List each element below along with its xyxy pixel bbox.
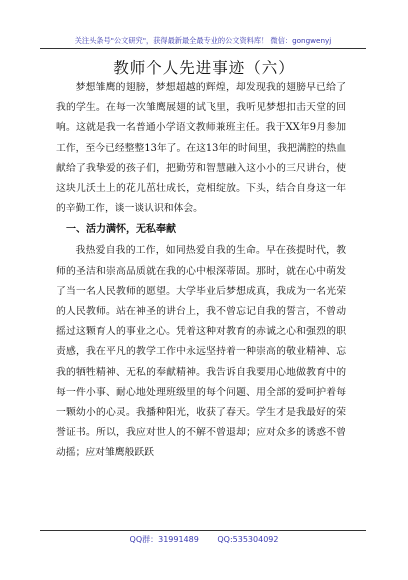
document-body — [56, 78, 346, 464]
document-title: 教师个人先进事迹（六） — [113, 59, 295, 77]
page-footer — [0, 534, 408, 545]
header-divider — [40, 48, 366, 49]
footer-qq-group: QQ群：31991489 — [129, 535, 199, 544]
intro-paragraph: 梦想雏鹰的翅膀，梦想超越的辉煌，却发现我的翅膀早已给了我的学生。在每一次雏鹰展翅的试飞里，我听见梦想扣击天堂的回响。这就是我一名普通小学语文教师兼班主任。我于XX年9月参加工作，至今已经整整13年了。在这13年的时间里，我把满腔的热血献给了我挚爱的孩子们，把勤劳和智慧融入这小小的三尺讲台，使这块儿沃土上的花儿茁壮成长，竞相绽放。下头，结合自身这一年的辛勤工作，谈一谈认识和体会。 — [56, 82, 346, 215]
footer-qq: QQ:535304092 — [217, 535, 279, 544]
section-paragraph: 我热爱自我的工作，如同热爱自我的生命。早在孩提时代，教师的圣洁和崇高品质就在我的心中根深蒂固。那时，就在心中萌发了当一名人民教师的愿望。大学毕业后梦想成真，我成为一名光荣的人民教师。站在神圣的讲台上，我不曾忘记自我的誓言，不曾动摇过这颗育人的事业之心。凭着这种对教育的赤诚之心和强烈的职责感，我在平凡的教学工作中永远坚持着一种崇高的敬业精神、忘我的牺牲精神、无私的奉献精神。我告诉自我要用心地做教育中的每一件小事、耐心地处理班级里的每个问题、用全部的爱呵护着每一颗幼小的心灵。我播种阳光，收获了春天。学生才是我最好的荣誉证书。所以，我应对世人的不解不曾退却；应对众多的诱惑不曾动摇；应对雏鹰般跃跃 — [56, 245, 346, 459]
page-header-banner: 关注头条号"公文研究"，获得最新最全最专业的公文资料库！ 微信：gongwenyj — [74, 36, 332, 45]
section-heading: 一、活力满怀，无私奉献 — [66, 224, 176, 236]
footer-divider — [40, 530, 366, 531]
